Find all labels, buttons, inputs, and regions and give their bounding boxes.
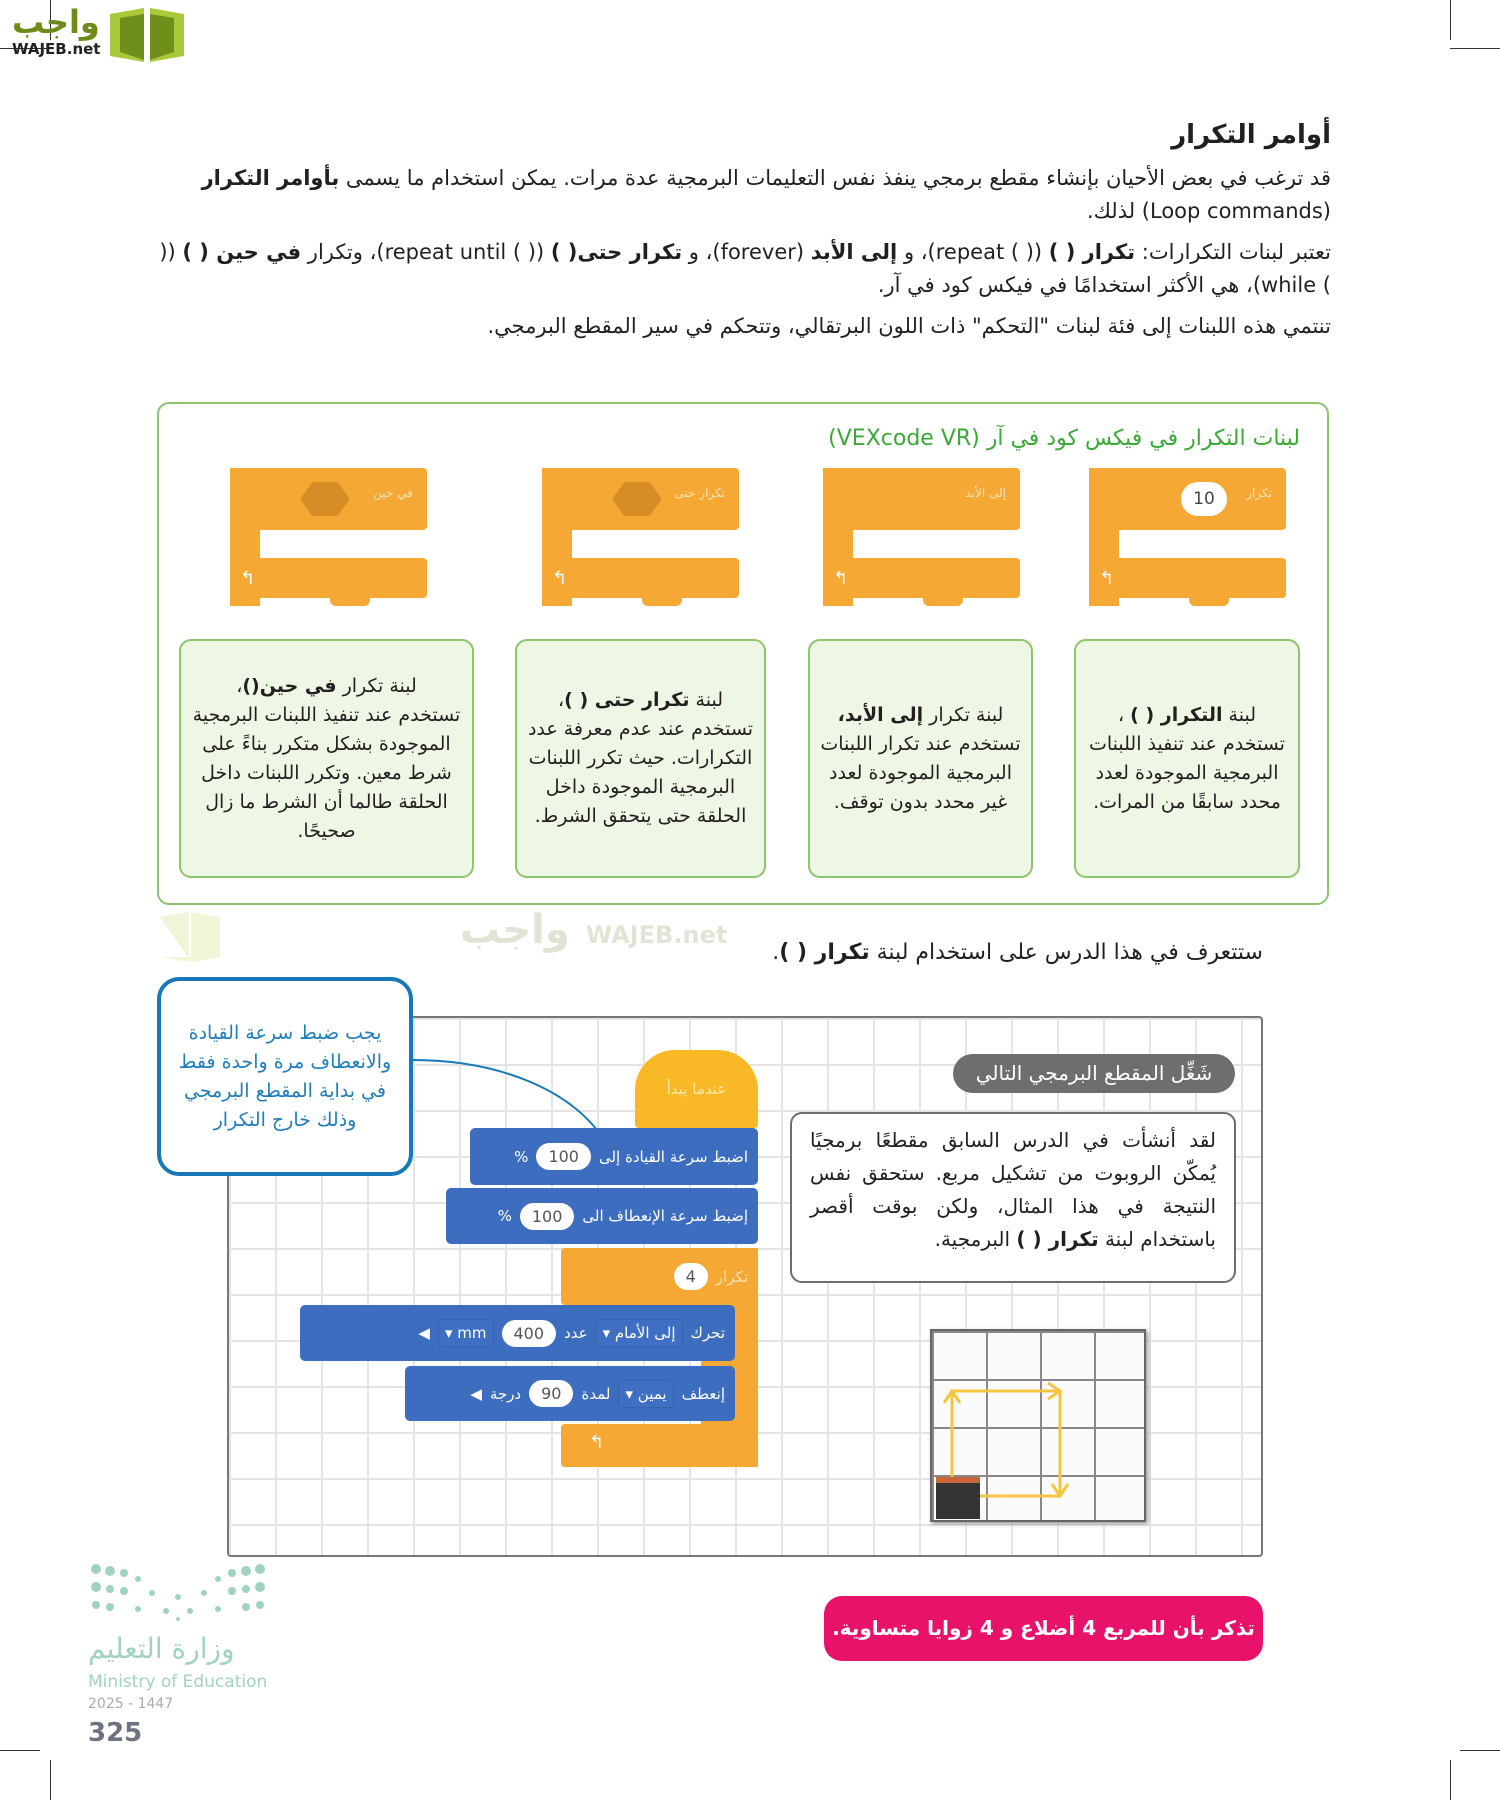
crop-mark (50, 1760, 51, 1800)
text: (( ) repeat)، و (897, 240, 1049, 264)
forever-block (823, 468, 1020, 606)
book-icon (106, 4, 188, 66)
card-body: تستخدم عند تنفيذ اللبنات البرمجية الموجودة لعدد محدد سابقًا من المرات. (1089, 732, 1285, 813)
loop-box-title: لبنات التكرار في فيكس كود في آر (VEXcode VR) (828, 426, 1300, 451)
while-card (179, 639, 474, 878)
play-icon: ◀ (470, 1384, 482, 1403)
ministry-logo-dots (88, 1561, 268, 1621)
text: ، (558, 689, 565, 711)
turn-speed-input[interactable]: 100 (520, 1203, 575, 1230)
unit-dropdown[interactable]: mm ▾ (438, 1319, 494, 1347)
forever-card (808, 639, 1033, 878)
watermark-latin: WAJEB.net (585, 921, 728, 949)
logo-latin: WAJEB.net (12, 40, 101, 58)
block-label: تكرار (715, 1267, 748, 1286)
dropdown-value: mm (457, 1324, 487, 1342)
play-icon: ◀ (418, 1324, 430, 1342)
bold-term: إلى الأبد (810, 240, 898, 264)
bold-term: تكرار ( ) (1016, 1227, 1099, 1251)
text: (( ) while)، هي الأكثر استخدامًا في فيكس كود في آر. (159, 240, 1331, 297)
text: ، (236, 674, 243, 697)
block-label: إلى الأبد (965, 486, 1006, 500)
text: لبنة تكرار (336, 674, 417, 697)
robot-icon (936, 1477, 980, 1519)
block-label: لمدة (581, 1384, 611, 1403)
dropdown-value: إلى الأمام (614, 1324, 676, 1342)
crop-mark (1450, 1760, 1451, 1800)
ministry-name-ar: وزارة التعليم (88, 1632, 235, 1665)
repeat-count-input: 10 (1181, 482, 1227, 516)
bold-term: تكرار ( ) (1048, 240, 1136, 264)
crop-mark (1450, 0, 1451, 40)
callout-note: يجب ضبط سرعة القيادة والانعطاف مرة واحدة فقط في بداية المقطع البرمجي وذلك خارج التكرار (157, 977, 413, 1176)
bold-term: تكرار ( ) (779, 940, 870, 965)
logo-arabic: واجب (12, 3, 100, 41)
crop-mark (1450, 48, 1500, 49)
loop-arrow-icon: ↰ (240, 568, 256, 589)
lesson-goal (772, 940, 1263, 965)
block-label: عدد (564, 1324, 588, 1342)
bold-term: تكرار حتى ( ) (564, 689, 690, 711)
page-number: 325 (88, 1718, 143, 1748)
text: لبنة (689, 689, 723, 711)
text: ستتعرف في هذا الدرس على استخدام لبنة (869, 940, 1263, 965)
text: لبنة (1222, 703, 1256, 726)
crop-mark (0, 1750, 40, 1751)
when-started-block[interactable] (635, 1050, 758, 1128)
text: ، (1118, 703, 1131, 726)
turn-direction-dropdown[interactable]: يمين ▾ (618, 1380, 673, 1408)
bold-term: تكرار حتى( ) (550, 240, 683, 264)
card-body: تستخدم عند عدم معرفة عدد التكرارات. حيث تكرر اللبنات البرمجية الموجودة داخل الحلقة حتى يتحقق الشرط. (527, 718, 754, 827)
bold-term: التكرار ( ) (1130, 703, 1223, 726)
run-program-label: شَغِّل المقطع البرمجي التالي (953, 1054, 1235, 1093)
repeat-card (1074, 639, 1300, 878)
text: البرمجية. (934, 1227, 1017, 1251)
drive-speed-input[interactable]: 100 (536, 1143, 591, 1170)
loop-arrow-icon: ↰ (1099, 568, 1115, 589)
repeat-until-card (515, 639, 766, 878)
text: (Loop commands) لذلك. (1086, 199, 1331, 223)
intro-paragraph (157, 162, 1331, 228)
turn-block[interactable] (405, 1366, 735, 1421)
playground-map (930, 1329, 1146, 1522)
card-body: تستخدم عند تكرار اللبنات البرمجية الموجودة لعدد غير محدد بدون توقف. (820, 732, 1021, 813)
bold-term: بأوامر التكرار (201, 166, 340, 190)
ministry-name-en: Ministry of Education (88, 1672, 268, 1692)
distance-input[interactable]: 400 (502, 1320, 557, 1347)
text: (forever)، و (682, 240, 811, 264)
loop-arrow-icon: ↰ (552, 568, 568, 589)
repeat-count-input[interactable]: 4 (674, 1263, 708, 1290)
angle-input[interactable]: 90 (529, 1380, 573, 1407)
blocks-paragraph (157, 236, 1331, 302)
loop-arrow-icon: ↰ (561, 1424, 758, 1467)
block-label: في حين (373, 486, 413, 500)
text: لقد أنشأت في الدرس السابق مقطعًا برمجيًا يُمكّن الروبوت من تشكيل مربع. ستحقق نفس النتيجة في هذا المثال، ولكن بوقت أقصر باستخدام لبنة (810, 1128, 1216, 1251)
crop-mark (1460, 1750, 1500, 1751)
block-label: تكرار (1246, 486, 1272, 500)
loop-arrow-icon: ↰ (833, 568, 849, 589)
bold-term: في حين() (242, 674, 337, 697)
direction-dropdown[interactable]: إلى الأمام ▾ (596, 1319, 683, 1347)
block-label: إنعطف (681, 1384, 725, 1403)
block-label: اضبط سرعة القيادة إلى (598, 1147, 748, 1166)
unit: درجة (489, 1384, 522, 1403)
text: قد ترغب في بعض الأحيان بإنشاء مقطع برمجي ينفذ نفس التعليمات البرمجية عدة مرات. يمكن استخدام ما يسمى (339, 166, 1331, 190)
unit: % (514, 1147, 529, 1166)
watermark-book-icon (160, 912, 220, 962)
bold-term: في حين ( ) (182, 240, 302, 264)
reminder-banner: تذكر بأن للمربع 4 أضلاع و 4 زوايا متساوية. (824, 1596, 1263, 1661)
block-label: تحرك (690, 1324, 725, 1342)
intro-text (157, 162, 1331, 351)
card-body: تستخدم عند تنفيذ اللبنات البرمجية الموجودة بشكل متكرر بناءً على شرط معين. وتكرر اللبنات داخل الحلقة طالما أن الشرط ما زال صحيحًا. (192, 703, 461, 842)
watermark (460, 907, 728, 953)
watermark-arabic: واجب (460, 907, 570, 953)
text: (( ) repeat until)، وتكرار (301, 240, 551, 264)
wajeb-logo (12, 4, 100, 58)
set-turn-speed-block[interactable] (446, 1188, 758, 1244)
text: تعتبر لبنات التكرارات: (1135, 240, 1331, 264)
section-title: أوامر التكرار (1171, 120, 1331, 150)
explanation-box (790, 1112, 1236, 1283)
repeat-block (1089, 468, 1286, 606)
repeat-until-block (542, 468, 739, 606)
drive-block[interactable] (300, 1305, 735, 1361)
text: . (772, 940, 780, 965)
school-year: 2025 - 1447 (88, 1696, 174, 1712)
text: لبنة تكرار (923, 703, 1004, 726)
block-label: تكرار حتى (674, 486, 725, 500)
block-label: إضبط سرعة الإنعطاف الى (582, 1207, 748, 1225)
dropdown-value: يمين (637, 1384, 667, 1403)
bold-term: إلى الأبد، (837, 703, 924, 726)
unit: % (497, 1207, 512, 1225)
while-block (230, 468, 427, 606)
category-paragraph: تنتمي هذه اللبنات إلى فئة لبنات "التحكم" ذات اللون البرتقالي، وتتحكم في سير المقطع البرمجي. (487, 314, 1331, 338)
set-drive-speed-block[interactable] (470, 1128, 758, 1185)
block-label: عندما يبدأ (666, 1080, 727, 1098)
